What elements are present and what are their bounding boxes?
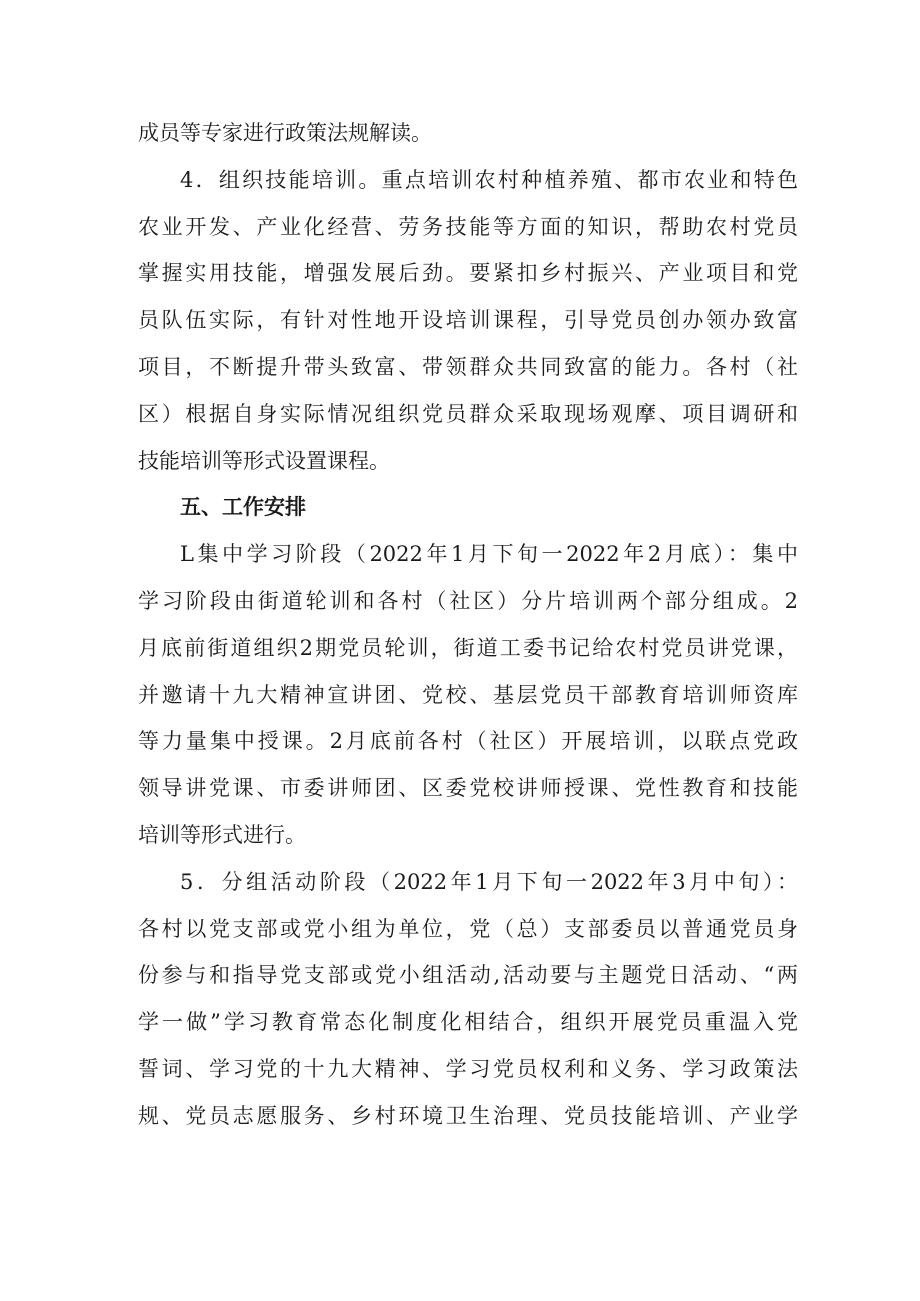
paragraph-line: 项目，不断提升带头致富、带领群众共同致富的能力。各村（社	[138, 354, 798, 379]
paragraph-line: 培训等形式进行。	[138, 822, 306, 847]
paragraph-line: 规、党员志愿服务、乡村环境卫生治理、党员技能培训、产业学	[138, 1103, 798, 1128]
paragraph-line: 学习阶段由街道轮训和各村（社区）分片培训两个部分组成。2	[138, 588, 798, 613]
paragraph-line: 4．组织技能培训。重点培训农村种植养殖、都市农业和特色	[180, 167, 798, 192]
paragraph-line: 员队伍实际，有针对性地开设培训课程，引导党员创办领办致富	[138, 308, 798, 333]
paragraph-line: 区）根据自身实际情况组织党员群众采取现场观摩、项目调研和	[138, 401, 798, 426]
paragraph-line: 5．分组活动阶段（2022年1月下旬一2022年3月中旬）：	[180, 869, 798, 894]
paragraph-line: 成员等专家进行政策法规解读。	[138, 121, 432, 145]
paragraph-line: 领导讲党课、市委讲师团、区委党校讲师授课、党性教育和技能	[138, 776, 798, 801]
paragraph-line: 份参与和指导党支部或党小组活动,活动要与主题党日活动、“两	[138, 963, 798, 988]
paragraph-line: 技能培训等形式设置课程。	[138, 448, 390, 473]
paragraph-line: 农业开发、产业化经营、劳务技能等方面的知识，帮助农村党员	[138, 214, 798, 239]
paragraph-line: 掌握实用技能，增强发展后劲。要紧扣乡村振兴、产业项目和党	[138, 261, 798, 286]
paragraph-line: 并邀请十九大精神宣讲团、党校、基层党员干部教育培训师资库	[138, 682, 798, 707]
paragraph-line: 等力量集中授课。2月底前各村（社区）开展培训，以联点党政	[138, 729, 798, 754]
paragraph-line: 月底前街道组织2期党员轮训，街道工委书记给农村党员讲党课，	[138, 635, 798, 660]
paragraph-line: 各村以党支部或党小组为单位，党（总）支部委员以普通党员身	[138, 916, 798, 941]
paragraph-line: 誓词、学习党的十九大精神、学习党员权利和义务、学习政策法	[138, 1056, 798, 1081]
document-page	[138, 110, 798, 1140]
section-heading: 五、工作安排	[180, 495, 306, 520]
paragraph-line: L集中学习阶段（2022年1月下旬一2022年2月底）：集中	[180, 542, 798, 567]
paragraph-line: 学一做”学习教育常态化制度化相结合，组织开展党员重温入党	[138, 1010, 798, 1035]
